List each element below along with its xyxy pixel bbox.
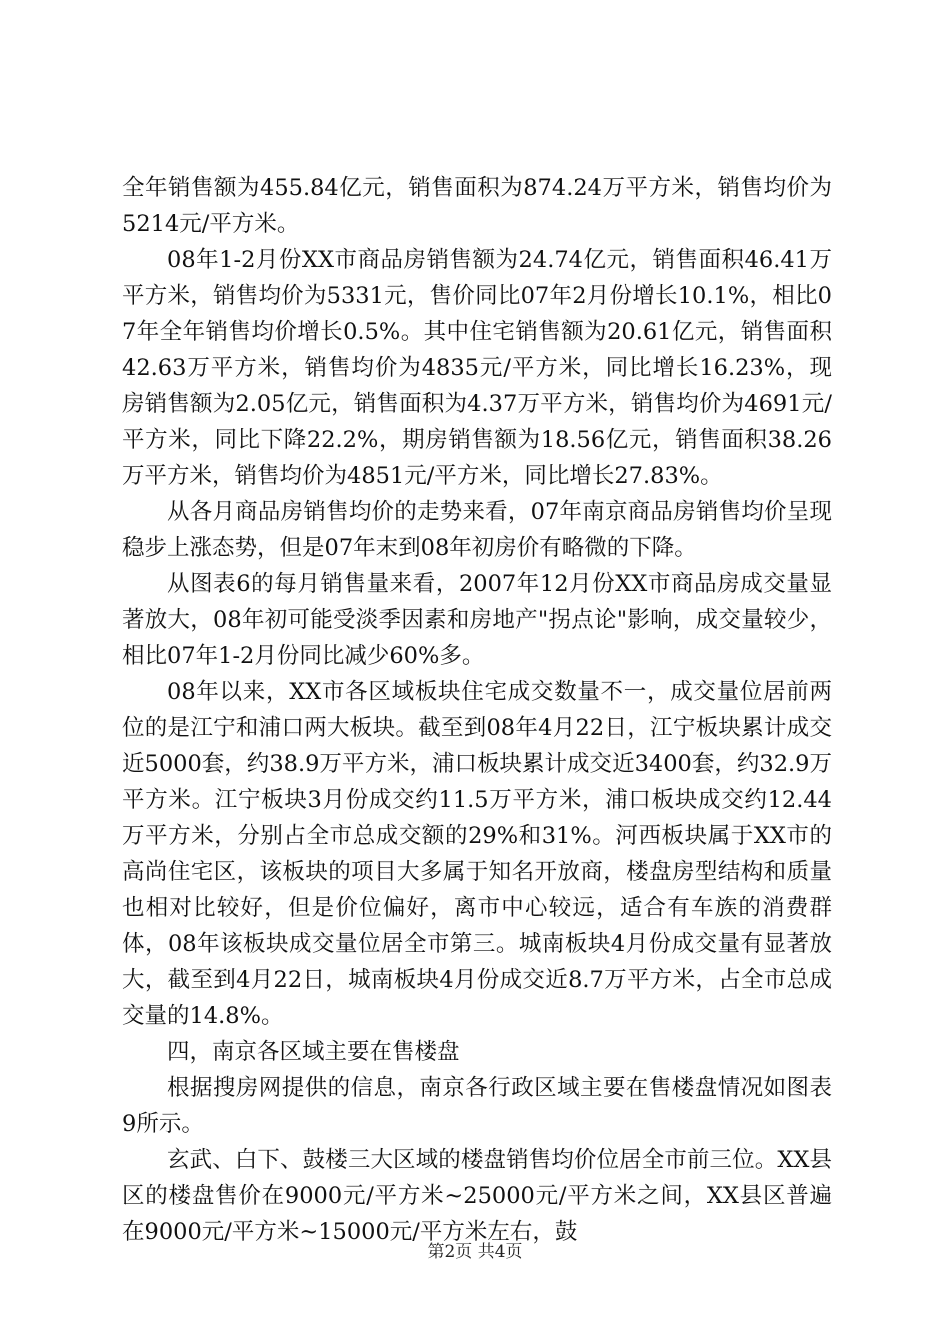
- paragraph-3: 从各月商品房销售均价的走势来看，07年南京商品房销售均价呈现稳步上涨态势，但是07年末到08年初房价有略微的下降。: [122, 499, 832, 561]
- paragraph-6: 根据搜房网提供的信息，南京各行政区域主要在售楼盘情况如图表9所示。: [122, 1075, 832, 1137]
- paragraph-1: 全年销售额为455.84亿元，销售面积为874.24万平方米，销售均价为5214元/平方米。: [122, 175, 832, 237]
- section-heading: 四，南京各区域主要在售楼盘: [167, 1039, 460, 1065]
- document-body: [122, 170, 832, 1250]
- paragraph-4: 从图表6的每月销售量来看，2007年12月份XX市商品房成交量显著放大，08年初可能受淡季因素和房地产"拐点论"影响，成交量较少，相比07年1-2月份同比减少60%多。: [122, 571, 832, 669]
- paragraph-5: 08年以来，XX市各区域板块住宅成交数量不一，成交量位居前两位的是江宁和浦口两大板块。截至到08年4月22日，江宁板块累计成交近5000套，约38.9万平方米，浦口板块累计成交近3400套，约32.9万平方米。江宁板块3月份成交约11.5万平方米，浦口板块成交约12.44万平方米，分别占全市总成交额的29%和31%。河西板块属于XX市的高尚住宅区，该板块的项目大多属于知名开放商，楼盘房型结构和质量也相对比较好，但是价位偏好，离市中心较远，适合有车族的消费群体，08年该板块成交量位居全市第三。城南板块4月份成交量有显著放大，截至到4月22日，城南板块4月份成交近8.7万平方米，占全市总成交量的14.8%。: [122, 679, 832, 1029]
- paragraph-2: 08年1-2月份XX市商品房销售额为24.74亿元，销售面积46.41万平方米，销售均价为5331元，售价同比07年2月份增长10.1%，相比07年全年销售均价增长0.5%。其中住宅销售额为20.61亿元，销售面积42.63万平方米，销售均价为4835元/平方米，同比增长16.23%，现房销售额为2.05亿元，销售面积为4.37万平方米，销售均价为4691元/平方米，同比下降22.2%，期房销售额为18.56亿元，销售面积38.26万平方米，销售均价为4851元/平方米，同比增长27.83%。: [122, 247, 832, 489]
- page-number-footer: 第2页 共4页: [427, 1242, 523, 1262]
- paragraph-7: 玄武、白下、鼓楼三大区域的楼盘销售均价位居全市前三位。XX县区的楼盘售价在9000元/平方米~25000元/平方米之间，XX县区普遍在9000元/平方米~15000元/平方米左右，鼓: [122, 1147, 832, 1245]
